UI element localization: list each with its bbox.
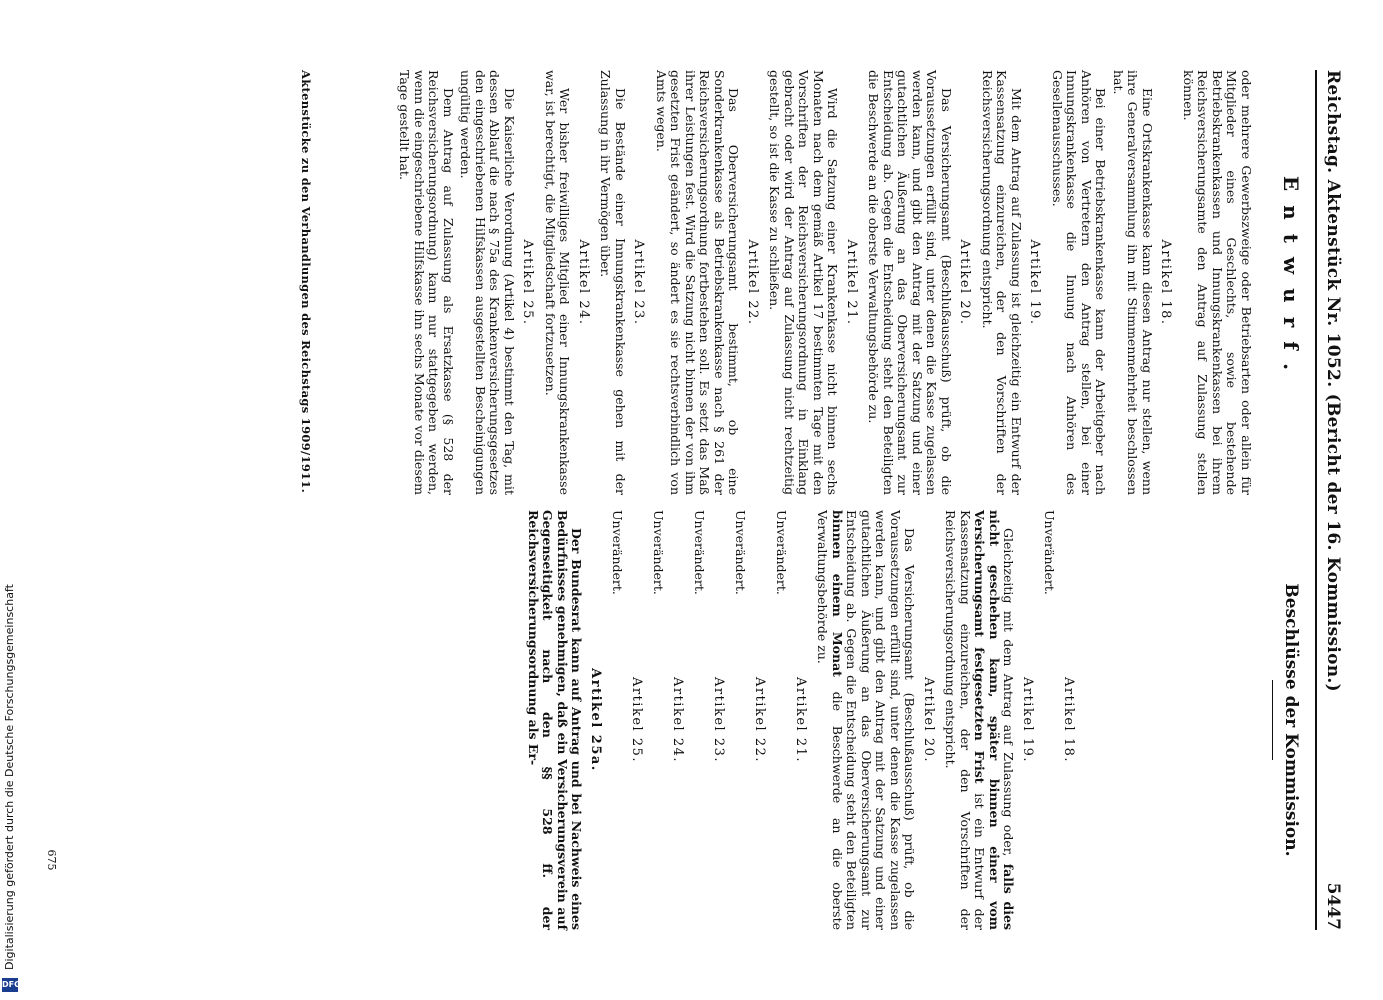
r-article-24-unchanged: Unverändert. [651, 510, 667, 595]
r-article-24-title: Artikel 24. [670, 676, 685, 764]
r-article-18-title: Artikel 18. [1061, 676, 1076, 764]
r-article-22-unchanged: Unverändert. [733, 510, 749, 595]
article-20-title: Artikel 20. [957, 239, 973, 326]
article-25-p1: Die Kaiserliche Verordnung (Artikel 4) bestimmt den Tag, mit dessen Ablauf die nach § 75a des Krankenversicherungsgesetzes den eingeschriebenen Hilfskassen ausgestellten Bescheinigungen ungültig werden. [458, 70, 517, 495]
article-24-p1: Wer bisher freiwilliges Mitglied einer Innungskrankenkasse war, ist berechtigt, die Mitgliedschaft fortzusetzen. [543, 70, 573, 495]
r-article-19-p1 [943, 510, 1016, 930]
r-article-18-unchanged: Unverändert. [1042, 510, 1058, 595]
column-headings [1259, 70, 1309, 930]
article-22-title: Artikel 22. [745, 239, 760, 326]
article-18-title: Artikel 18. [1158, 239, 1174, 326]
article-24-title: Artikel 24. [576, 239, 591, 326]
page-footer: Aktenstücke zu den Verhandlungen des Reichstags 1909/1911. [299, 70, 313, 494]
page-header [1315, 70, 1345, 930]
article-18-p1: Eine Ortskrankenkasse kann diesen Antrag nur stellen, wenn ihre Generalversammlung ihn mit Stimmenmehrheit beschlossen hat. [1111, 70, 1155, 495]
right-spacer-top [1083, 510, 1253, 930]
r-article-25a-p1: Der Bundesrat kann auf Antrag und bei Nachweis eines Bedürfnisses genehmigen, daß ein Versicherungsverein auf Gegenseitigkeit nach den §§ 528 ff. der Reichsversicherungsordnung als Er- [526, 510, 585, 930]
article-23-title: Artikel 23. [631, 239, 647, 326]
article-25-p2: Dem Antrag auf Zulassung als Ersatzkasse (§ 528 der Reichsversicherungsordnung) kann nur stattgegeben werden, wenn die eingeschriebene Hilfskasse ihn sechs Monate vor diesem Tage gestellt hat. [397, 70, 456, 495]
r-article-25a-title: Artikel 25a. [588, 668, 603, 772]
funding-notice: Digitalisierung gefördert durch die Deutsche Forschungsgemeinschaft [3, 584, 16, 970]
r-article-20-p1-a: Das Versicherungsamt (Beschlußausschuß) prüft, ob die Voraussetzungen erfüllt sind, unter denen die Kasse zugelassen werden kann, und gibt den Antrag mit der Satzung und einer gutachtlichen Äußerung an das Oberversicherungsamt zur Entscheidung ab. Gegen die Entscheidung steht den Beteiligten [844, 510, 918, 930]
dfg-logo-icon: DFG [2, 978, 18, 992]
r-article-19-p1-b: falls dies nicht geschehen kann, später binnen einer vom Versicherungsamt festgesetzten Frist [972, 510, 1017, 930]
article-19-p1: Mit dem Antrag auf Zulassung ist gleichzeitig ein Entwurf der Kassensatzung einzureichen, der den Vorschriften der Reichsversicherungsordnung entspricht. [980, 70, 1024, 495]
r-article-22-title: Artikel 22. [752, 676, 767, 764]
r-article-20-p1 [815, 510, 917, 930]
header-page-number: 5447 [1323, 882, 1343, 930]
header-rule [1315, 70, 1317, 930]
r-article-23-title: Artikel 23. [711, 676, 726, 764]
article-21-p1: Wird die Satzung einer Krankenkasse nicht binnen sechs Monaten nach dem gemäß Artikel 17 bestimmten Tage mit den Vorschriften der Reichsversicherungsordnung in Einklang gebracht oder wird der Antrag auf Zulassung nicht rechtzeitig gestellt, so ist die Kasse zu schließen. [767, 70, 841, 495]
article-25-title: Artikel 25. [520, 239, 536, 326]
left-column [394, 70, 1253, 495]
article-19-title: Artikel 19. [1027, 239, 1043, 326]
r-article-23-unchanged: Unverändert. [692, 510, 708, 595]
r-article-21-title: Artikel 21. [793, 676, 808, 764]
heading-underline [1272, 680, 1273, 760]
article-20-p1: Das Versicherungsamt (Beschlußausschuß) prüft, ob die Voraussetzungen erfüllt sind, unter denen die Kasse zugelassen werden kann, und gibt den Antrag mit der Satzung und einer gutachtlichen Äußerung an das Oberversicherungsamt zur Entscheidung ab. Gegen die Entscheidung steht den Beteiligten die Beschwerde an die oberste Verwaltungsbehörde zu. [866, 70, 954, 495]
article-23-p1: Die Bestände einer Innungskrankenkasse gehen mit der Zulassung in ihr Vermögen über. [598, 70, 628, 495]
r-article-21-unchanged: Unverändert. [774, 510, 790, 595]
article-21-title: Artikel 21. [844, 239, 859, 326]
sheet-number: 675 [45, 849, 58, 871]
r-article-20-p1-b: binnen einem Monat [830, 510, 845, 677]
left-column-heading: Entwurf. [1279, 175, 1303, 385]
r-article-19-p1-c: ist ein Entwurf der Kassensatzung einzureichen, der den Vorschriften der Reichsversicherungsordnung entspricht. [943, 510, 988, 930]
right-column-heading: Beschlüsse der Kommission. [1281, 583, 1301, 857]
r-article-20-title: Artikel 20. [921, 676, 936, 764]
article-18-p2: Bei einer Betriebskrankenkasse kann der Arbeitgeber nach Anhören von Vertretern den Antrag stellen, bei einer Innungskrankenkasse die Innung nach Anhören des Gesellenausschusses. [1050, 70, 1109, 495]
article-22-p1: Das Oberversicherungsamt bestimmt, ob eine Sonderkrankenkasse als Betriebskrankenkasse nach § 261 der Reichsversicherungsordnung fortbestehen soll. Es setzt das Maß ihrer Leistungen fest. Wird die Satzung nicht binnen der von ihm gesetzten Frist geändert, so ändert es sie rechtsverbindlich von Amts wegen. [654, 70, 742, 495]
r-article-20-p1-c: die Beschwerde an die oberste Verwaltungsbehörde zu. [815, 510, 845, 931]
r-article-25-title: Artikel 25. [629, 676, 644, 764]
right-column [523, 510, 1254, 930]
r-article-19-title: Artikel 19. [1020, 676, 1035, 764]
intro-paragraph: oder mehrere Gewerbszweige oder Betriebsarten oder allein für Mitglieder eines Geschlechts, sowie bestehende Betriebskrankenkassen und Innungskrankenkassen bei ihrem Reichsversicherungsamte den Antrag auf Zulassung stellen können. [1181, 70, 1254, 495]
r-article-19-p1-a: Gleichzeitig mit dem Antrag auf Zulassung oder, [1001, 528, 1017, 857]
r-article-25-unchanged: Unverändert. [610, 510, 626, 595]
header-title: Reichstag. Aktenstück Nr. 1052. (Bericht der 16. Kommission.) [1323, 70, 1343, 692]
